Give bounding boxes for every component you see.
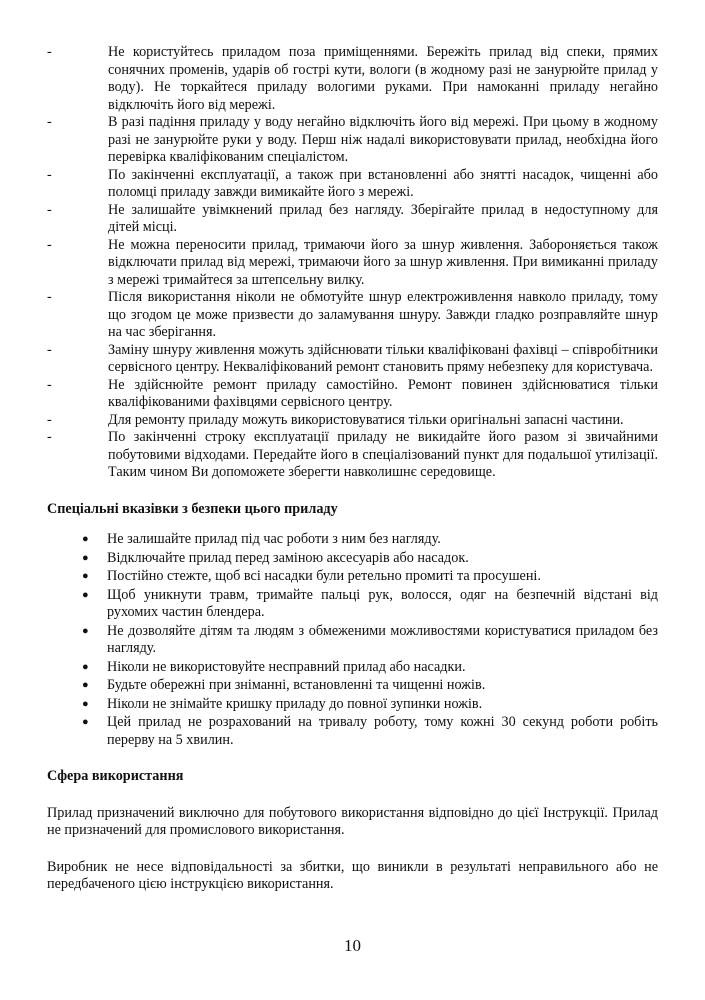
list-item-text: Після використання ніколи не обмотуйте шнур електроживлення навколо приладу, тому що згодом це може призвести до заламування шнуру. Завжди гладко розправляйте шнур на час зберігання.	[108, 289, 658, 340]
list-item	[47, 289, 658, 342]
list-item	[47, 531, 658, 549]
list-item	[47, 568, 658, 586]
list-item	[47, 677, 658, 695]
list-item	[47, 237, 658, 290]
bullet-icon: ●	[82, 716, 89, 728]
list-item	[47, 714, 658, 749]
list-item-text: Не можна переносити прилад, тримаючи його за шнур живлення. Забороняється також відключати прилад від мережі, тримаючи його за шнур живлення. При вимиканні приладу з мережі тримайтеся за штепсельну вилку.	[108, 236, 658, 288]
list-item-text: Не здійснюйте ремонт приладу самостійно. Ремонт повинен здійснюватися тільки кваліфікованими фахівцями сервісного центру.	[108, 376, 658, 410]
list-item-text: Ніколи не знімайте кришку приладу до повної зупинки ножів.	[107, 695, 483, 712]
liability-paragraph: Виробник не несе відповідальності за збитки, що виникли в результаті неправильного або не передбаченого цією інструкцією використання.	[47, 858, 658, 892]
safety-list	[47, 531, 658, 749]
dash-marker: -	[47, 429, 52, 445]
list-item	[47, 550, 658, 568]
list-item-text: Заміну шнуру живлення можуть здійснювати тільки кваліфіковані фахівці – співробітники сервісного центру. Некваліфікований ремонт становить пряму небезпеку для користувача.	[108, 341, 658, 375]
list-item	[47, 114, 658, 167]
bullet-icon: ●	[82, 570, 89, 582]
list-item	[47, 44, 658, 114]
usage-paragraph: Прилад призначений виключно для побутового використання відповідно до цієї Інструкції. Прилад не призначений для промислового використання.	[47, 804, 658, 838]
bullet-icon: ●	[82, 697, 89, 710]
dash-marker: -	[47, 411, 52, 428]
bullet-icon: ●	[82, 588, 89, 601]
safety-heading: Спеціальні вказівки з безпеки цього приладу	[47, 500, 338, 517]
bullet-icon: ●	[82, 624, 89, 637]
list-item-text: Не користуйтесь приладом поза приміщеннями. Бережіть прилад від спеки, прямих сонячних променів, ударів об гострі кути, вологи (в жодному разі не занурюйте прилад у воду). Не торкайтеся приладу вологими руками. При намоканні приладу негайно відключіть його від мережі.	[108, 44, 658, 113]
list-item-text: По закінченні строку експлуатації приладу не викидайте його разом зі звичайними побутовими відходами. Передайте його в спеціалізований пункт для подальшої утилізації. Таким чином Ви допоможете зберегти навколишнє середовище.	[108, 429, 658, 480]
bullet-icon: ●	[82, 551, 89, 564]
list-item-text: Відключайте прилад перед заміною аксесуарів або насадок.	[107, 549, 469, 566]
list-item-text: В разі падіння приладу у воду негайно відключіть його від мережі. При цьому в жодному разі не занурюйте руки у воду. Перш ніж надалі використовувати прилад, необхідна його перевірка кваліфікованим спеціалістом.	[108, 114, 658, 165]
list-item	[47, 412, 658, 430]
dash-marker: -	[47, 166, 52, 183]
bullet-icon: ●	[82, 679, 89, 691]
list-item	[47, 429, 658, 482]
list-item-text: Будьте обережні при зніманні, встановленні та чищенні ножів.	[107, 677, 486, 693]
list-item-text: Щоб уникнути травм, тримайте пальці рук, волосся, одяг на безпечній відстані від рухомих частин блендера.	[107, 586, 658, 620]
list-item-text: Цей прилад не розрахований на тривалу роботу, тому кожні 30 секунд роботи робіть перерву на 5 хвилин.	[107, 714, 658, 748]
dash-marker: -	[47, 44, 52, 60]
list-item	[47, 342, 658, 377]
list-item	[47, 377, 658, 412]
list-item-text: Ніколи не використовуйте несправний прилад або насадки.	[107, 658, 466, 675]
list-item	[47, 696, 658, 714]
list-item	[47, 167, 658, 202]
list-item-text: Не залишайте увімкнений прилад без нагляду. Зберігайте прилад в недоступному для дітей місці.	[108, 201, 658, 235]
usage-heading: Сфера використання	[47, 768, 184, 784]
page-number: 10	[344, 936, 361, 955]
bullet-icon: ●	[82, 660, 89, 673]
dash-marker: -	[47, 114, 52, 130]
list-item	[47, 202, 658, 237]
list-item	[47, 587, 658, 622]
list-item-text: Постійно стежте, щоб всі насадки були ретельно промиті та просушені.	[107, 568, 541, 584]
list-item-text: По закінченні експлуатації, а також при встановленні або знятті насадок, чищенні або поломці приладу завжди вимикайте його з мережі.	[108, 166, 658, 200]
dash-marker: -	[47, 289, 52, 305]
dash-marker: -	[47, 236, 52, 253]
dash-marker: -	[47, 341, 52, 358]
dash-marker: -	[47, 201, 52, 218]
list-item-text: Не дозволяйте дітям та людям з обмеженими можливостями користуватися приладом без нагляду.	[107, 622, 658, 656]
list-item	[47, 659, 658, 677]
list-item-text: Для ремонту приладу можуть використовуватися тільки оригінальні запасні частини.	[108, 411, 624, 428]
bullet-icon: ●	[82, 533, 89, 545]
dash-marker: -	[47, 376, 52, 393]
list-item-text: Не залишайте прилад під час роботи з ним без нагляду.	[107, 531, 441, 547]
document-page	[47, 44, 658, 894]
list-item	[47, 623, 658, 658]
warnings-list	[47, 44, 658, 482]
